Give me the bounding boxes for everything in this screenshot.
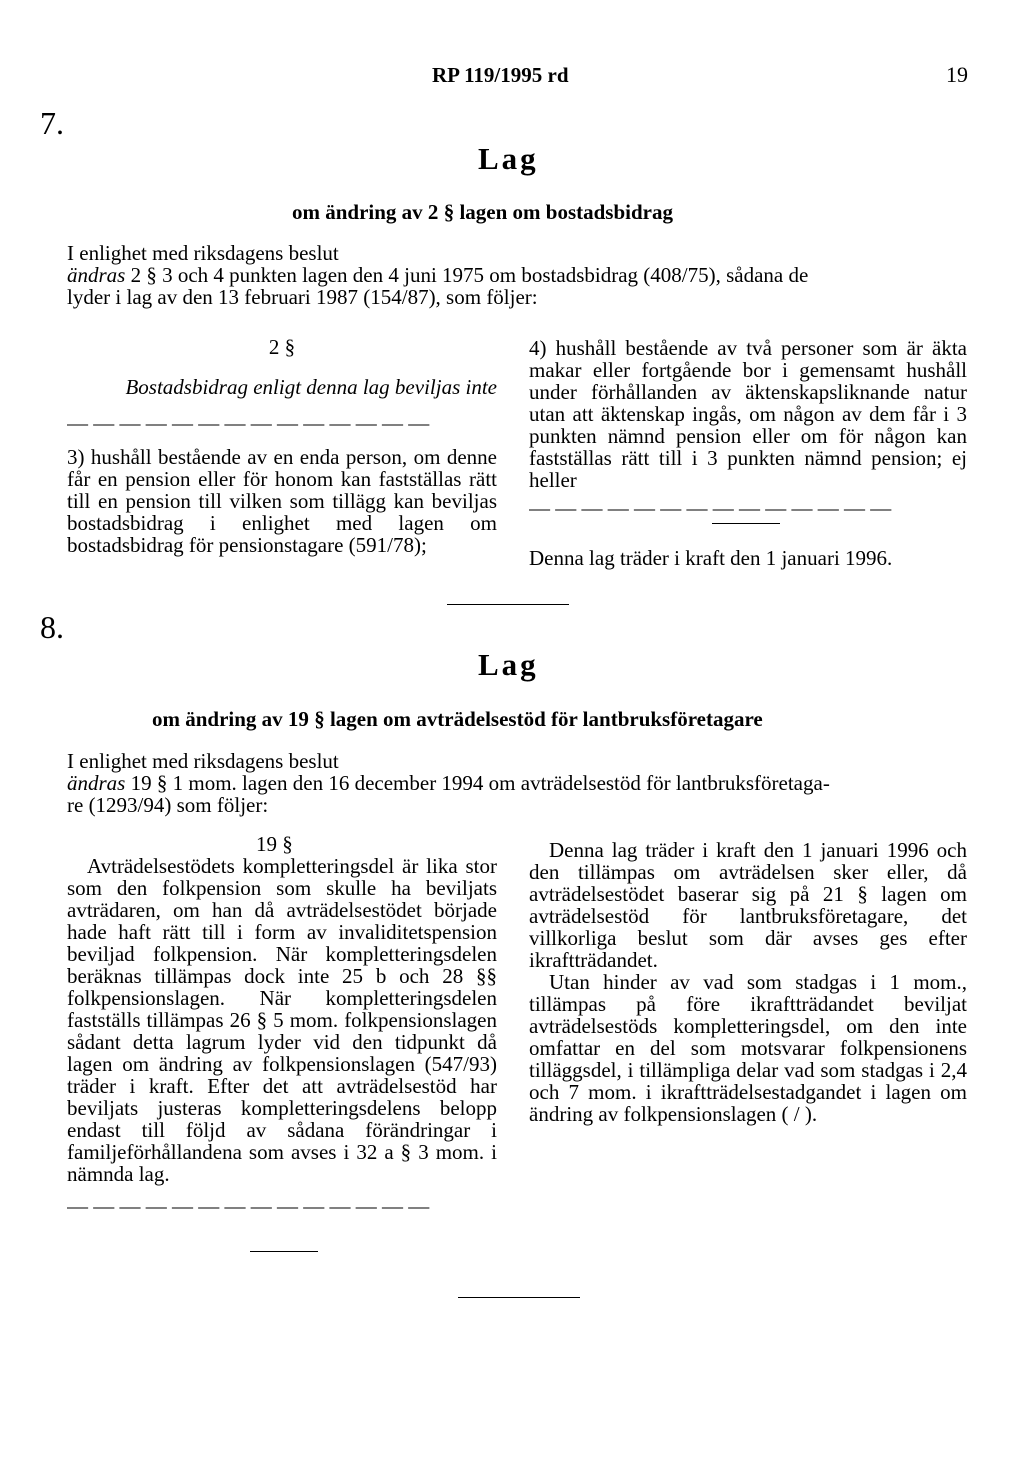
body-text: 4) hushåll bestående av två personer som är äkta makar eller fortgående bor i gemensamt hushåll under förhållanden av äktenskapsliknande natur utan att äktenskap ingås, om någon av dem får i 3 punkten nämnd pension eller om för någon kan fastställas rätt till i 3 punkten nämnd pension; ej heller (529, 336, 967, 492)
divider (712, 523, 780, 524)
law-heading: Lag (478, 141, 539, 176)
intro-italic: ändras (67, 263, 126, 287)
section-number: 7. (40, 105, 64, 141)
omission-dashes: — — — — — — — — — — — — — — (67, 1195, 430, 1217)
law-subtitle (292, 201, 673, 223)
body-text: Avträdelsestödets kompletteringsdel är lika stor som den folkpension som skulle ha beviljats avträdaren, om han då avträdelsestödet började hade haft rätt till i form av invaliditetspension beviljad folkpension. När kompletteringsdelen beräknas tillämpas dock inte 25 b och 28 §§ folkpensionslagen. När kompletteringsdelen fastställs tillämpas 26 § 5 mom. folkpensionslagen sådant detta lagrum lyder vid den tidpunkt då lagen om ändring av folkpensionslagen (547/93) träder i kraft. Efter det att avträdelsestöd har beviljats justeras kompletteringsdelens belopp endast till följd av sådana förändringar i familjeförhållandena som avses i 32 a § 3 mom. i nämnda lag. (67, 854, 497, 1186)
omission-dashes: — — — — — — — — — — — — — — (67, 412, 430, 434)
intro-line (67, 264, 967, 286)
left-column (67, 336, 497, 556)
law-subtitle (152, 708, 763, 730)
omission-dashes: — — — — — — — — — — — — — — (529, 497, 892, 519)
law-subtitle-pre: om ändring av 2 (292, 200, 439, 224)
intro-rest: 19 § 1 mom. lagen den 16 december 1994 om avträdelsestöd för lantbruksföretaga- (130, 771, 830, 795)
right-column (529, 839, 967, 1125)
law-subtitle-pre: om ändring av 19 (152, 707, 309, 731)
divider (250, 1251, 318, 1252)
intro-paragraph (67, 242, 967, 308)
right-column (529, 337, 967, 569)
effective-date: Denna lag träder i kraft den 1 januari 1996. (529, 546, 893, 570)
body-text: Denna lag träder i kraft den 1 januari 1996 och den tillämpas om avträdelsen sker eller, då avträdelsestödet baserar sig på 21 § lagen om avträdelsestöd för lantbruksföretagare, det villkorliga beslut som där avses ges efter ikraftträdandet. (529, 838, 967, 972)
law-subtitle-post: lagen om avträdelsestöd för lantbruksföretagare (329, 707, 763, 731)
page-number: 19 (946, 62, 968, 87)
intro-line (67, 772, 967, 794)
intro-line: re (1293/94) som följer: (67, 793, 269, 817)
lead-text: Bostadsbidrag enligt denna lag beviljas inte (125, 375, 497, 399)
paragraph-label: 19 § (256, 832, 293, 856)
body-text: 3) hushåll bestående av en enda person, om denne får en pension eller för honom kan fastställas rätt till en pension till vilken som tillägg kan beviljas bostadsbidrag i enlighet med lagen om bostadsbidrag för pensionstagare (591/78); (67, 445, 497, 557)
section-divider (447, 604, 569, 605)
intro-italic: ändras (67, 771, 126, 795)
law-subtitle-post: lagen om bostadsbidrag (459, 200, 673, 224)
running-header-title: RP 119/1995 rd (432, 63, 569, 87)
intro-line: I enlighet med riksdagens beslut (67, 749, 339, 773)
section-sign: § (314, 707, 325, 731)
intro-line: lyder i lag av den 13 februari 1987 (154/87), som följer: (67, 285, 538, 309)
section-sign: § (443, 200, 455, 224)
paragraph-label: 2 § (268, 335, 296, 359)
law-heading: Lag (478, 647, 539, 682)
left-column (67, 833, 497, 1217)
body-text: Utan hinder av vad som stadgas i 1 mom., tillämpas på före ikraftträdandet beviljat avträdelsestöds kompletteringsdel, om den inte omfattar en del som motsvarar folkpensionens tilläggsdel, i tillämpliga delar vad som stadgas i 2,4 och 7 mom. i ikraftträdelsestadgandet i lagen om ändring av folkpensionslagen ( / ). (529, 970, 967, 1126)
section-divider (458, 1297, 580, 1298)
section-number: 8. (40, 609, 64, 645)
intro-paragraph (67, 750, 967, 816)
intro-line: I enlighet med riksdagens beslut (67, 241, 339, 265)
intro-rest: 2 § 3 och 4 punkten lagen den 4 juni 1975 om bostadsbidrag (408/75), sådana de (130, 263, 809, 287)
